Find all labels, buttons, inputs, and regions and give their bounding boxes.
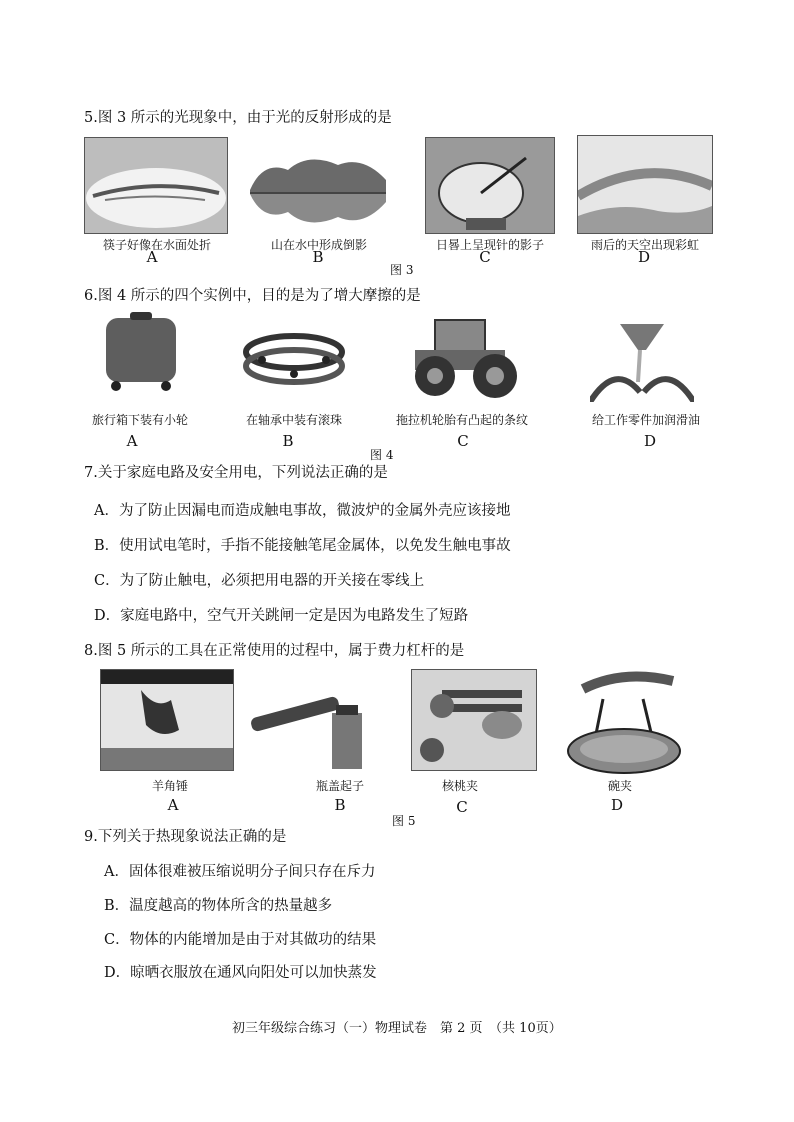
q5-figure-label: 图 3 — [390, 263, 414, 277]
q6-image-bearing — [242, 330, 346, 388]
q5-letter-d: D — [637, 248, 651, 266]
q8-stem: 8.图 5 所示的工具在正常使用的过程中，属于费力杠杆的是 — [84, 643, 465, 659]
q6-image-lubricating-gears — [590, 322, 694, 402]
q6-letter-a: A — [126, 432, 138, 450]
q5-caption-d: 雨后的天空出现彩虹 — [590, 238, 699, 252]
q8-image-nutcracker — [411, 669, 537, 771]
page-footer: 初三年级综合练习（一）物理试卷 第 2 页 （共 10页） — [232, 1021, 562, 1036]
q5-stem: 5.图 3 所示的光现象中，由于光的反射形成的是 — [84, 110, 392, 126]
q5-image-sundial — [425, 137, 555, 234]
q8-caption-b: 瓶盖起子 — [315, 779, 364, 793]
q9-option-c: C．物体的内能增加是由于对其做功的结果 — [104, 932, 377, 948]
q9-option-a: A．固体很难被压缩说明分子间只存在斥力 — [104, 864, 376, 880]
q7-option-d: D．家庭电路中，空气开关跳闸一定是因为电路发生了短路 — [94, 608, 469, 624]
q8-image-bottle-opener — [250, 669, 374, 769]
q6-letter-b: B — [282, 432, 294, 450]
q5-image-mountain-reflection — [248, 150, 388, 232]
q8-letter-a: A — [167, 796, 179, 814]
q9-option-b: B．温度越高的物体所含的热量越多 — [104, 898, 333, 914]
q7-option-a: A．为了防止因漏电而造成触电事故，微波炉的金属外壳应该接地 — [94, 503, 511, 519]
q7-option-b: B．使用试电笔时，手指不能接触笔尾金属体，以免发生触电事故 — [94, 538, 511, 554]
q8-letter-b: B — [334, 796, 346, 814]
q6-figure-label: 图 4 — [370, 448, 394, 462]
q9-option-d: D．晾晒衣服放在通风向阳处可以加快蒸发 — [104, 965, 377, 981]
q6-caption-c: 拖拉机轮胎有凸起的条纹 — [395, 413, 528, 427]
q5-image-rainbow — [577, 135, 713, 234]
q8-letter-d: D — [610, 796, 624, 814]
q8-caption-a: 羊角锤 — [151, 779, 188, 793]
q5-caption-c: 日晷上呈现针的影子 — [435, 238, 544, 252]
q5-letter-a: A — [146, 248, 158, 266]
q6-image-suitcase — [100, 312, 182, 392]
q8-caption-c: 核桃夹 — [441, 779, 478, 793]
q5-caption-b: 山在水中形成倒影 — [270, 238, 367, 252]
q6-caption-b: 在轴承中装有滚珠 — [245, 413, 342, 427]
q8-figure-label: 图 5 — [392, 814, 416, 828]
q7-option-c: C．为了防止触电，必须把用电器的开关接在零线上 — [94, 573, 425, 589]
q5-letter-c: C — [479, 248, 491, 266]
q6-image-tractor — [405, 310, 521, 400]
q6-caption-a: 旅行箱下装有小轮 — [91, 413, 188, 427]
q8-image-bowl-clamp — [563, 669, 685, 777]
q6-stem: 6.图 4 所示的四个实例中，目的是为了增大摩擦的是 — [84, 288, 421, 304]
q5-letter-b: B — [312, 248, 324, 266]
q6-letter-d: D — [643, 432, 657, 450]
q8-image-claw-hammer — [100, 669, 234, 771]
q8-letter-c: C — [456, 798, 468, 816]
q6-caption-d: 给工作零件加润滑油 — [591, 413, 700, 427]
q6-letter-c: C — [457, 432, 469, 450]
q5-caption-a: 筷子好像在水面处折 — [102, 238, 211, 252]
q5-image-chopsticks — [84, 137, 228, 234]
q9-stem: 9.下列关于热现象说法正确的是 — [84, 829, 287, 845]
q7-stem: 7.关于家庭电路及安全用电，下列说法正确的是 — [84, 465, 388, 481]
q8-caption-d: 碗夹 — [607, 779, 632, 793]
